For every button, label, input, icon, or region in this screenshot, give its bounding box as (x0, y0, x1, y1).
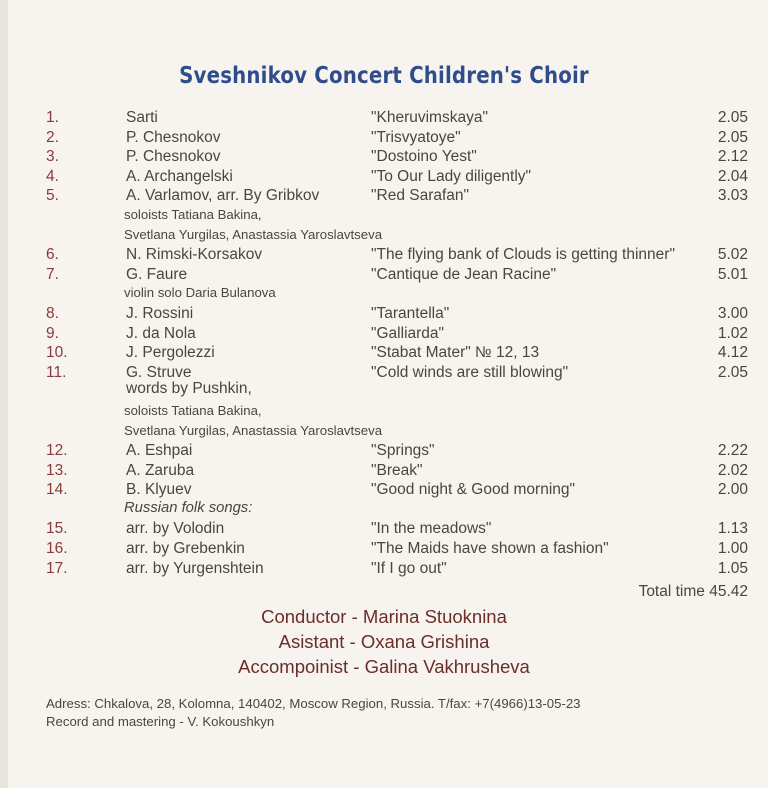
track-duration: 1.13 (717, 520, 748, 538)
track-composer: arr. by Grebenkin (126, 540, 245, 558)
track-number: 11. (46, 363, 67, 381)
track-note (0, 226, 768, 246)
page-title: Sveshnikov Concert Children's Choir (179, 63, 589, 89)
track-number: 4. (46, 167, 59, 185)
track-title: "The flying bank of Clouds is getting thinner" (371, 246, 675, 264)
track-number: 10. (46, 344, 68, 362)
track-number: 15. (46, 520, 68, 538)
track-duration: 5.02 (717, 246, 748, 264)
track-note (0, 402, 768, 422)
track-title: "Red Sarafan" (371, 187, 470, 205)
track-duration: 2.05 (717, 363, 748, 381)
track-composer: G. Faure (126, 265, 188, 283)
track-row (0, 128, 768, 148)
track-row (0, 147, 768, 167)
track-duration: 2.22 (717, 442, 748, 460)
track-composer: J. Pergolezzi (126, 344, 215, 362)
track-row (0, 324, 768, 344)
track-row (0, 539, 768, 559)
track-composer: B. Klyuev (126, 481, 192, 499)
track-title: "Stabat Mater" № 12, 13 (371, 344, 540, 362)
track-composer: A. Varlamov, arr. By Gribkov (126, 187, 320, 205)
track-title: "Kheruvimskaya" (371, 109, 488, 126)
folk-songs-heading: Russian folk songs: (124, 499, 253, 516)
track-composer: G. Struve (126, 363, 192, 381)
track-row (0, 461, 768, 481)
track-duration: 2.02 (717, 461, 748, 479)
track-note (0, 382, 768, 402)
track-composer: A. Archangelski (126, 167, 233, 185)
assistant-credit: Asistant - Oxana Grishina (278, 631, 490, 652)
track-number: 8. (46, 304, 59, 322)
soloists-note: Svetlana Yurgilas, Anastassia Yaroslavtseva (124, 226, 383, 242)
track-row (0, 441, 768, 461)
track-number: 5. (46, 187, 59, 205)
address-line: Adress: Chkalova, 28, Kolomna, 140402, Moscow Region, Russia. T/fax: +7(4966)13-05-23 (46, 696, 581, 711)
track-note (0, 206, 768, 226)
accompanist-credit: Accompoinist - Galina Vakhrusheva (238, 656, 530, 677)
track-number: 9. (46, 324, 59, 342)
track-duration: 2.12 (717, 148, 748, 166)
track-title: "If I go out" (371, 559, 447, 577)
track-title: "Dostoino Yest" (371, 148, 477, 166)
track-note (0, 422, 768, 442)
track-title: "The Maids have shown a fashion" (371, 540, 609, 558)
track-row (0, 343, 768, 363)
track-composer: A. Zaruba (126, 461, 195, 479)
track-duration: 2.05 (717, 109, 748, 126)
record-credit: Record and mastering - V. Kokoushkyn (46, 714, 275, 729)
track-number: 3. (46, 148, 59, 166)
track-composer: arr. by Volodin (126, 520, 225, 538)
track-title: "Galliarda" (371, 324, 445, 342)
track-duration: 1.00 (717, 540, 748, 558)
track-number: 17. (46, 559, 68, 577)
track-title: "To Our Lady diligently" (371, 167, 532, 185)
track-composer: P. Chesnokov (126, 128, 221, 146)
track-title: "In the meadows" (371, 520, 492, 538)
soloists-note: soloists Tatiana Bakina, (124, 402, 262, 418)
track-duration: 5.01 (717, 265, 748, 283)
track-list (0, 108, 768, 578)
track-title: "Tarantella" (371, 304, 450, 322)
track-duration: 2.05 (717, 128, 748, 146)
track-number: 6. (46, 246, 59, 264)
track-composer: N. Rimski-Korsakov (126, 246, 263, 264)
track-title: "Break" (371, 461, 423, 479)
words-note: words by Pushkin, (126, 380, 252, 398)
track-composer: J. da Nola (126, 324, 196, 342)
violin-note: violin solo Daria Bulanova (124, 285, 276, 301)
track-duration: 3.00 (717, 304, 748, 322)
track-duration: 2.04 (717, 167, 748, 185)
track-row (0, 480, 768, 500)
track-number: 13. (46, 461, 68, 479)
track-row (0, 519, 768, 539)
track-row (0, 304, 768, 324)
track-title: "Good night & Good morning" (371, 481, 576, 499)
track-row (0, 363, 768, 383)
track-title: "Cold winds are still blowing" (371, 363, 569, 381)
track-number: 2. (46, 128, 59, 146)
track-row (0, 265, 768, 285)
track-number: 12. (46, 442, 68, 460)
track-composer: A. Eshpai (126, 442, 193, 460)
track-number: 1. (46, 109, 59, 126)
track-row (0, 559, 768, 579)
track-composer: P. Chesnokov (126, 148, 221, 166)
track-note (0, 284, 768, 304)
track-row (0, 245, 768, 265)
conductor-credit: Conductor - Marina Stuoknina (261, 606, 507, 627)
soloists-note: soloists Tatiana Bakina, (124, 206, 262, 222)
track-duration: 3.03 (717, 187, 748, 205)
soloists-note: Svetlana Yurgilas, Anastassia Yaroslavtseva (124, 422, 383, 438)
track-composer: Sarti (126, 109, 158, 126)
total-time: Total time 45.42 (638, 583, 748, 600)
track-duration: 1.05 (717, 559, 748, 577)
track-duration: 1.02 (717, 324, 748, 342)
track-number: 16. (46, 540, 68, 558)
track-composer: arr. by Yurgenshtein (126, 559, 264, 577)
track-title: "Cantique de Jean Racine" (371, 265, 557, 283)
track-title: "Trisvyatoye" (371, 128, 461, 146)
track-number: 14. (46, 481, 68, 499)
track-number: 7. (46, 265, 59, 283)
track-duration: 4.12 (717, 344, 748, 362)
track-row (0, 186, 768, 206)
track-row (0, 108, 768, 128)
track-row (0, 167, 768, 187)
track-duration: 2.00 (717, 481, 748, 499)
track-title: "Springs" (371, 442, 435, 460)
section-heading (0, 500, 768, 520)
track-composer: J. Rossini (126, 304, 194, 322)
